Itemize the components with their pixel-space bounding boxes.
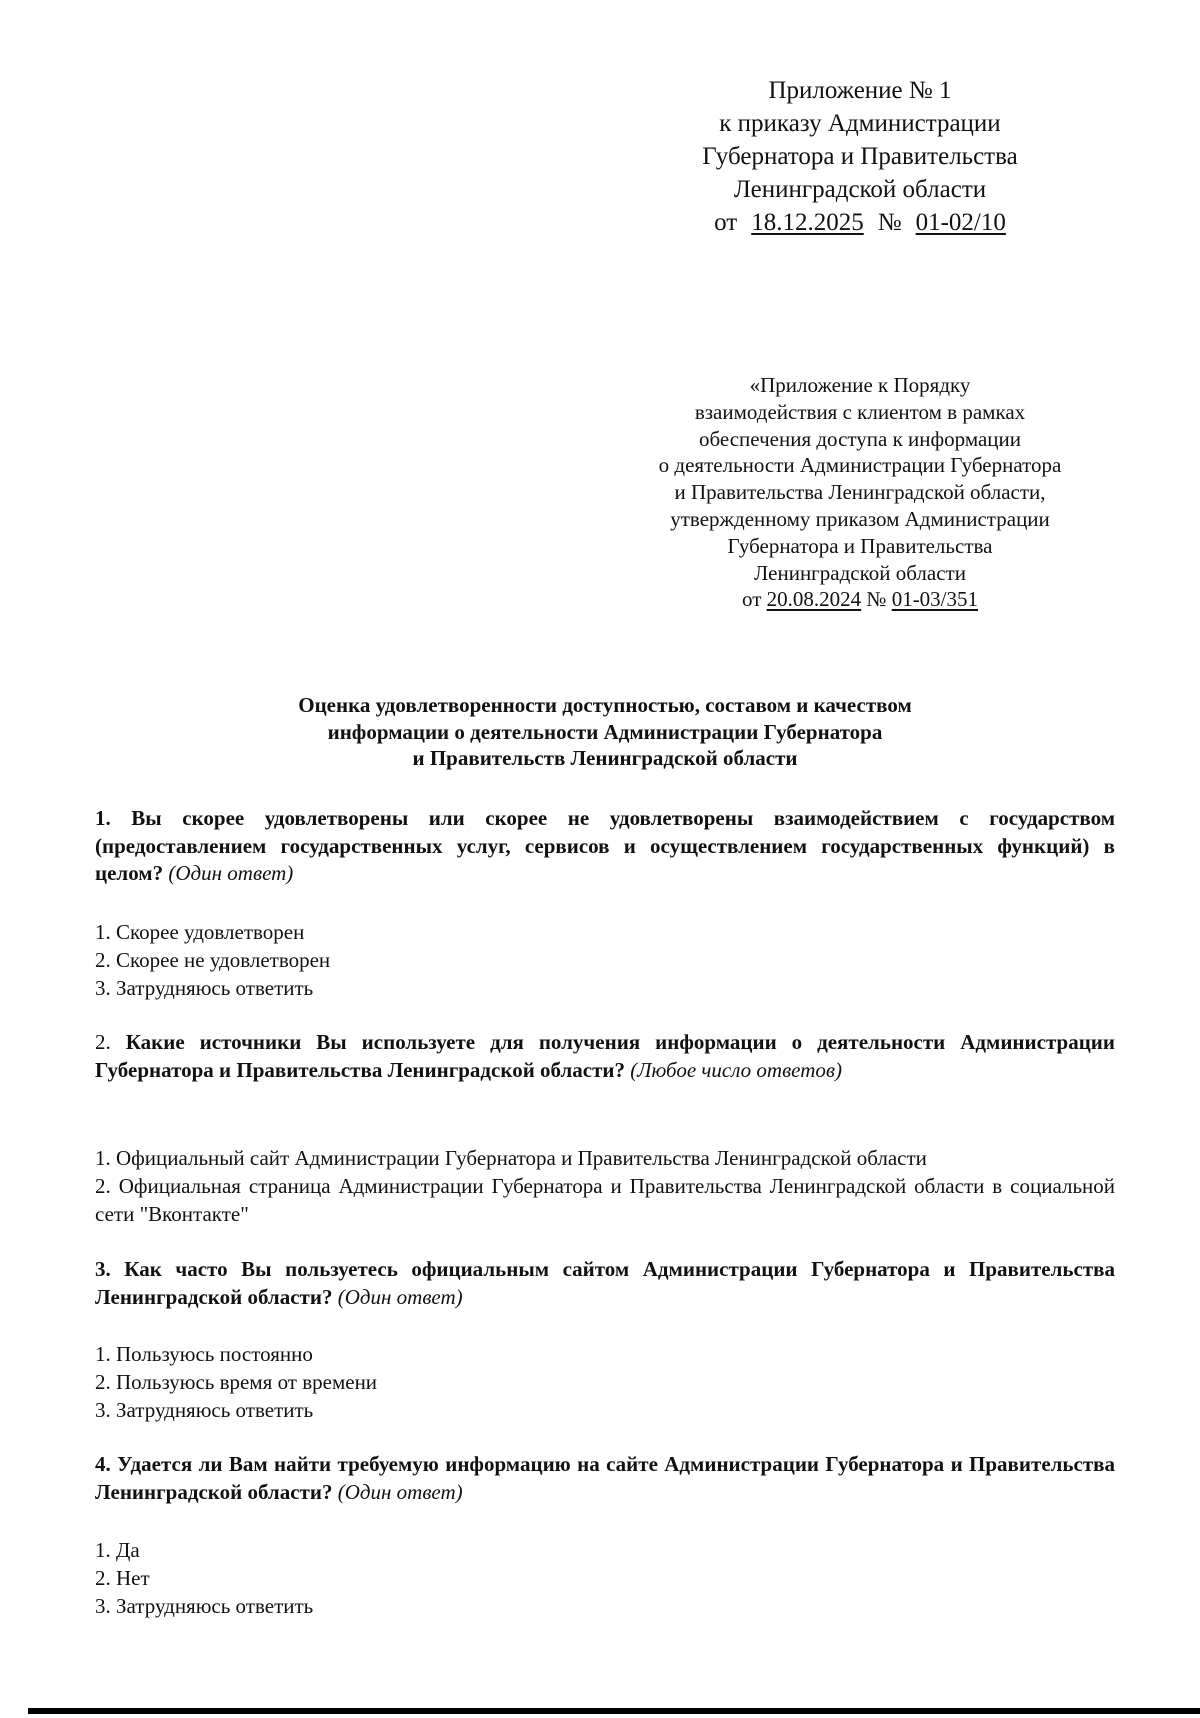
order-date-prefix: от: [741, 587, 762, 612]
title-line: информации о деятельности Администрации Губернатора: [327, 719, 883, 744]
answer-option: 1. Пользуюсь постоянно: [95, 1342, 313, 1366]
title-line: и Правительств Ленинградской области: [412, 746, 798, 770]
appendix-date-line: [600, 206, 1120, 239]
question-hint: (Один ответ): [337, 1284, 463, 1309]
appendix-number-prefix: №: [877, 209, 902, 236]
order-date-line: [600, 586, 1120, 613]
answer-list-4: [95, 1536, 1115, 1620]
question-1: [95, 805, 1115, 888]
question-text: Какие источники Вы используете для получения информации о деятельности Администрации Губернатора и Правительства Ленинградской области?: [95, 1030, 1116, 1082]
order-number: 01-03/351: [891, 587, 979, 612]
answer-option: 1. Скорее удовлетворен: [95, 920, 305, 944]
appendix-date: 18.12.2025: [751, 209, 864, 236]
answer-option: 3. Затрудняюсь ответить: [95, 1398, 314, 1422]
order-header-line: «Приложение к Порядку: [749, 373, 971, 397]
document-title: [95, 692, 1115, 772]
question-2: [95, 1029, 1115, 1084]
order-header-line: взаимодействия с клиентом в рамках: [694, 399, 1026, 424]
order-number-prefix: №: [866, 587, 887, 612]
order-header-line: Ленинградской области: [754, 560, 966, 585]
appendix-number: 01-02/10: [915, 209, 1006, 236]
answer-option: 3. Затрудняюсь ответить: [95, 1594, 314, 1618]
answer-list-1: [95, 918, 1115, 1002]
scan-edge-rule: [28, 1708, 1200, 1714]
answer-option: 2. Пользуюсь время от времени: [95, 1370, 378, 1394]
appendix-order-ref: к приказу Администрации: [719, 110, 1001, 137]
appendix-title: Приложение № 1: [768, 77, 952, 104]
title-line: Оценка удовлетворенности доступностью, составом и качеством: [298, 693, 912, 717]
question-4: [95, 1451, 1115, 1506]
appendix-header: [600, 74, 1120, 239]
answer-option: 3. Затрудняюсь ответить: [95, 976, 314, 1000]
answer-list-3: [95, 1340, 1115, 1424]
appendix-date-prefix: от: [714, 209, 738, 236]
order-date: 20.08.2024: [766, 587, 862, 612]
answer-list-2: [95, 1144, 1115, 1228]
question-number: 2.: [95, 1030, 111, 1054]
order-header-line: обеспечения доступа к информации: [698, 426, 1021, 451]
question-hint: (Один ответ): [168, 861, 294, 885]
order-header-line: о деятельности Администрации Губернатора: [658, 453, 1062, 478]
answer-option: 1. Да: [95, 1538, 140, 1562]
question-text: 4. Удается ли Вам найти требуемую информацию на сайте Администрации Губернатора и Правительства Ленинградской области?: [95, 1452, 1115, 1504]
question-hint: (Любое число ответов): [630, 1057, 842, 1082]
answer-option: 2. Нет: [95, 1566, 150, 1590]
order-header-line: утвержденному приказом Администрации: [670, 506, 1050, 531]
question-3: [95, 1256, 1115, 1311]
order-header-line: Губернатора и Правительства: [727, 533, 993, 558]
answer-option: 1. Официальный сайт Администрации Губернатора и Правительства Ленинградской области: [95, 1146, 927, 1170]
answer-option: 2. Скорее не удовлетворен: [95, 948, 331, 972]
answer-option: 2. Официальная страница Администрации Губернатора и Правительства Ленинградской области в социальной сети "Вконтакте": [95, 1174, 1115, 1226]
question-text: 3. Как часто Вы пользуетесь официальным сайтом Администрации Губернатора и Правительства Ленинградской области?: [95, 1257, 1115, 1309]
appendix-region-line: Ленинградской области: [733, 176, 987, 203]
order-header-line: и Правительства Ленинградской области,: [674, 480, 1046, 505]
question-hint: (Один ответ): [337, 1479, 463, 1504]
order-header: [600, 372, 1120, 613]
appendix-org-line: Губернатора и Правительства: [702, 143, 1018, 170]
question-text: 1. Вы скорее удовлетворены или скорее не удовлетворены взаимодействием с государством (предоставлением государственных услуг, сервисов и осуществлением государственных функций) в целом?: [95, 806, 1115, 885]
